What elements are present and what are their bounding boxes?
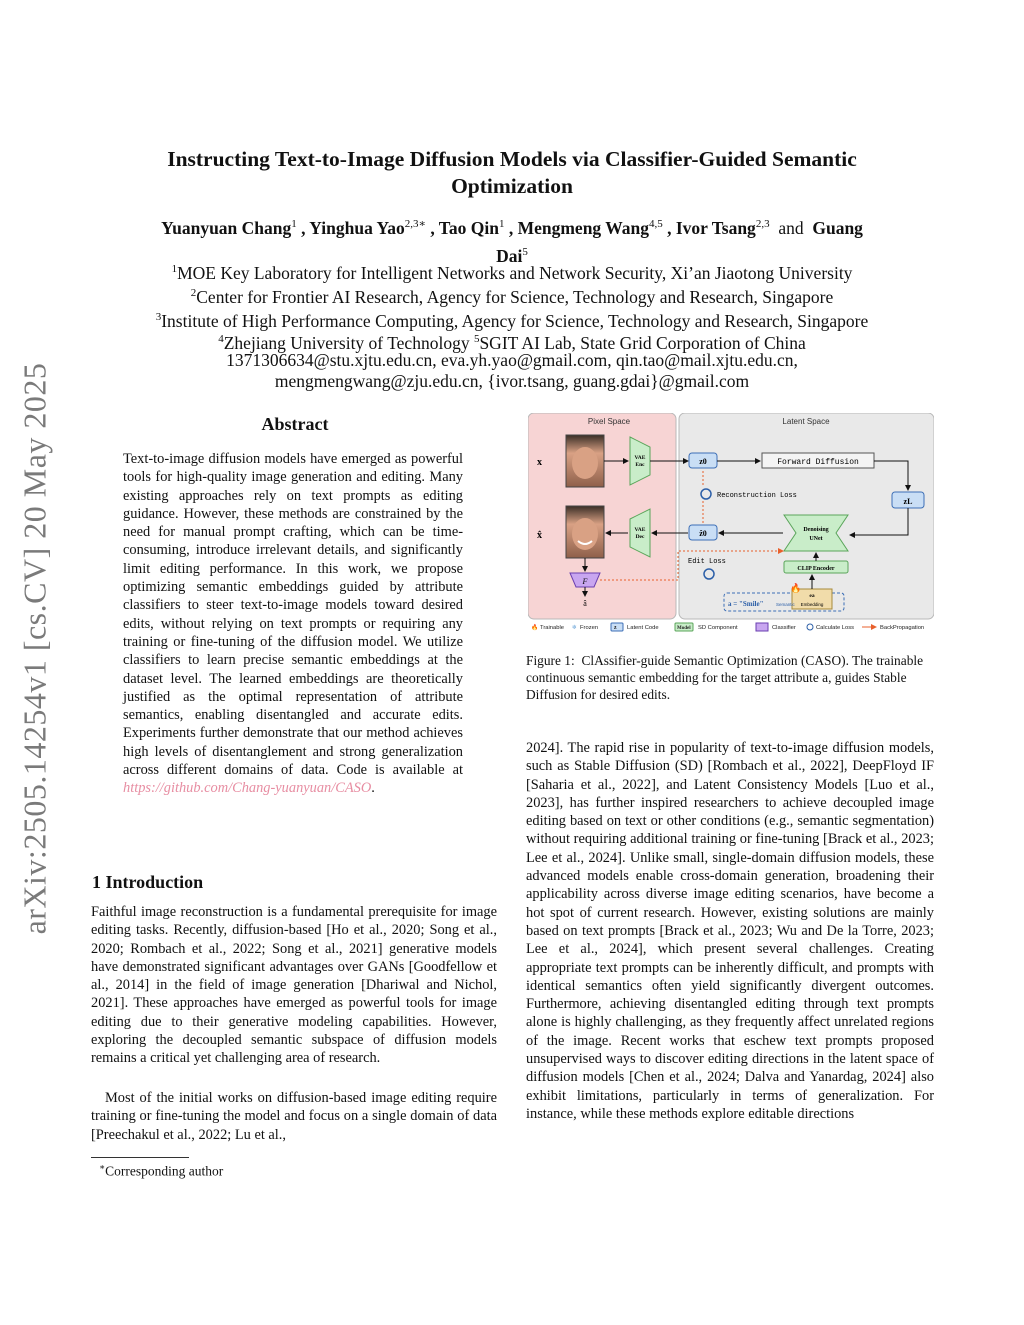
- email-line: mengmengwang@zju.edu.cn, {ivor.tsang, guang.gdai}@gmail.com: [274, 371, 750, 391]
- svg-text:ea: ea: [809, 593, 815, 599]
- pixel-space-label: Pixel Space: [587, 417, 631, 426]
- author-name: Guang: [812, 217, 863, 238]
- author-name: Mengmeng Wang: [517, 217, 649, 238]
- abstract-body: Text-to-image diffusion models have emerged as powerful tools for high-quality image generation and editing. Many existing approaches rely on text prompts as editing guidance. However, these methods are constrained by the need for manual prompt crafting, which can be time-consuming, introduce irrelevant details, and significantly limit editing performance. In this work, we propose optimizing semantic embeddings guided by attribute classifiers to steer text-to-image models toward desired edits, without relying on text prompts or requiring any training or fine-tuning of the diffusion model. We utilize classifiers to learn precise semantic embeddings at the dataset level. The learned embeddings are theoretically justified as the optimal representation of attribute semantics, enabling disentangled and accurate edits. Experiments further demonstrate that our method achieves high levels of disentanglement and strong generalization across different domains of data. Code is available at https://github.com/Chang-yuanyuan/CASO.: [123, 451, 463, 797]
- title-line-1: Instructing Text-to-Image Diffusion Models via Classifier-Guided Semantic: [167, 147, 857, 171]
- svg-text:Edit Loss: Edit Loss: [688, 558, 726, 566]
- author-sup: 2,3∗: [404, 218, 426, 230]
- author-list: Yuanyuan Chang$^1$ , Yinghua Yao$^{2,3∗}$ , Tao Qin$^1$ , Mengmeng Wang$^{4,5}$ , Ivor Tsang$^{2,3}$ and Guang Dai$^5$: [161, 217, 863, 266]
- affiliation: $^2$Center for Frontier AI Research, Agency for Science, Technology and Research, Singapore: [190, 286, 834, 307]
- code-link[interactable]: https://github.com/Chang-yuanyuan/CASO: [123, 780, 372, 797]
- author-name: Yinghua Yao: [309, 217, 405, 238]
- footnote: ∗Corresponding author: [99, 1162, 224, 1179]
- svg-text:Classifier: Classifier: [772, 625, 796, 631]
- svg-text:Dec: Dec: [635, 534, 645, 540]
- svg-text:Reconstruction Loss: Reconstruction Loss: [717, 492, 797, 500]
- svg-text:z: z: [614, 625, 617, 631]
- svg-text:Embedding: Embedding: [800, 602, 824, 607]
- svg-text:❄: ❄: [572, 625, 577, 631]
- figure-legend: [531, 623, 924, 631]
- svg-text:ẑ0: ẑ0: [699, 529, 707, 538]
- figure-caso-diagram: [528, 413, 934, 635]
- affiliation: $^4$Zhejiang University of Technology $^5$SGIT AI Lab, State Grid Corporation of China: [218, 332, 806, 353]
- svg-text:Denoising: Denoising: [803, 527, 829, 533]
- svg-text:VAE: VAE: [634, 455, 646, 461]
- author-name: Dai: [496, 245, 523, 266]
- svg-text:🔥: 🔥: [531, 625, 539, 631]
- affiliation: $^3$Institute of High Performance Computing, Agency for Science, Technology and Research, Singapore: [155, 310, 869, 331]
- svg-text:CLIP Encoder: CLIP Encoder: [797, 566, 835, 572]
- svg-text:a = "Smile": a = "Smile": [728, 600, 764, 608]
- svg-text:BackPropagation: BackPropagation: [880, 625, 925, 631]
- author-sup: 1: [291, 218, 297, 230]
- author-sup: 4,5: [649, 218, 663, 230]
- svg-text:â: â: [583, 599, 587, 608]
- figure-caption: Figure 1: ClAssifier-guide Semantic Optimization (CASO). The trainable continuous semantic embedding for the target attribute a, guides Stable Diffusion for desired edits.: [526, 653, 924, 702]
- abstract-heading: Abstract: [261, 414, 329, 434]
- svg-text:VAE: VAE: [634, 527, 646, 533]
- affiliation: $^1$MOE Key Laboratory for Intelligent Networks and Network Security, Xi’an Jiaotong University: [171, 262, 853, 283]
- paper-title: [110, 146, 914, 200]
- footnote-rule: [91, 1157, 189, 1158]
- svg-text:UNet: UNet: [809, 536, 823, 542]
- right-column-text: 2024]. The rapid rise in popularity of text-to-image diffusion models, such as Stable Diffusion (SD) [Rombach et al., 2022], DeepFloyd IF [Saharia et al., 2022], and Latent Consistency Models [Luo et al., 2023], has further inspired researchers to achieve decoupled image editing based on text or other conditions (e.g., semantic segmentation) without requiring additional training or fine-tuning [Brack et al., 2023; Lee et al., 2024]. Unlike small, single-domain diffusion models, these advanced models enable cross-domain generation, broadening their applicability across diverse image editing scenarios, have become a hot spot of current research. However, existing solutions are mainly based on text prompts [Brack et al., 2023; Wu and De la Torre, 2023; Lee et al., 2024], which present several challenges. Creating appropriate text prompts can be inherently difficult, and prompts with identical semantics often yield significantly divergent outcomes. Furthermore, achieving disentangled editing through text prompts alone is highly challenging, as they frequently affect unrelated regions of the image. Recent works that eschew text prompts proposed unsupervised ways to discover editing directions in the latent space of diffusion models [Chen et al., 2024; Dalva and Yanardag, 2024] also exhibit limitations, particularly in terms of generalization. For instance, while these methods explore editable directions: [526, 740, 934, 1122]
- author-sup: 1: [498, 218, 505, 230]
- svg-text:Frozen: Frozen: [580, 625, 599, 631]
- intro-paragraph-2: Most of the initial works on diffusion-based image editing require training or fine-tuning the model and focus on a single domain of data [Preechakul et al., 2022; Lu et al.,: [91, 1090, 497, 1143]
- svg-text:Semantic: Semantic: [776, 602, 795, 607]
- author-sup: 5: [522, 245, 528, 258]
- section-heading-introduction: 1 Introduction: [92, 872, 204, 892]
- authors-and: and: [778, 217, 804, 238]
- arxiv-identifier: arXiv:2505.14254v1 [cs.CV] 20 May 2025: [16, 362, 53, 935]
- svg-text:F: F: [582, 577, 588, 586]
- email-line: 1371306634@stu.xjtu.edu.cn, eva.yh.yao@gmail.com, qin.tao@mail.xjtu.edu.cn,: [226, 350, 798, 370]
- author-sup: 2,3: [755, 218, 770, 230]
- latent-space-label: Latent Space: [782, 417, 830, 426]
- svg-text:Model: Model: [677, 626, 691, 631]
- svg-text:🔥: 🔥: [790, 583, 802, 593]
- svg-text:Calculate Loss: Calculate Loss: [816, 625, 855, 631]
- svg-text:SD Component: SD Component: [698, 625, 738, 631]
- title-line-2: Optimization: [451, 174, 573, 198]
- svg-text:Forward Diffusion: Forward Diffusion: [777, 458, 859, 467]
- xhat-label: x̂: [537, 530, 542, 541]
- svg-text:zL: zL: [903, 497, 913, 506]
- author-name: Tao Qin: [438, 217, 499, 238]
- svg-text:Latent Code: Latent Code: [627, 625, 659, 631]
- svg-text:Trainable: Trainable: [540, 625, 564, 631]
- intro-paragraph-1: Faithful image reconstruction is a fundamental prerequisite for image editing tasks. Recently, diffusion-based [Ho et al., 2020; Song et al., 2020; Rombach et al., 2022; Song et al., 2021] generative models have demonstrated significant advantages over GANs [Goodfellow et al., 2014] in the field of image generation [Dhariwal and Nichol, 2021]. These approaches have emerged as powerful tools for image editing due to their generative modeling capabilities. However, exploring the decoupled semantic subspace of diffusion models remains a critical yet challenging area of research.: [91, 904, 497, 1067]
- svg-text:z0: z0: [699, 457, 707, 466]
- x-label: x: [537, 457, 542, 468]
- svg-text:Enc: Enc: [635, 462, 645, 468]
- author-name: Yuanyuan Chang: [161, 217, 292, 238]
- author-name: Ivor Tsang: [675, 217, 756, 238]
